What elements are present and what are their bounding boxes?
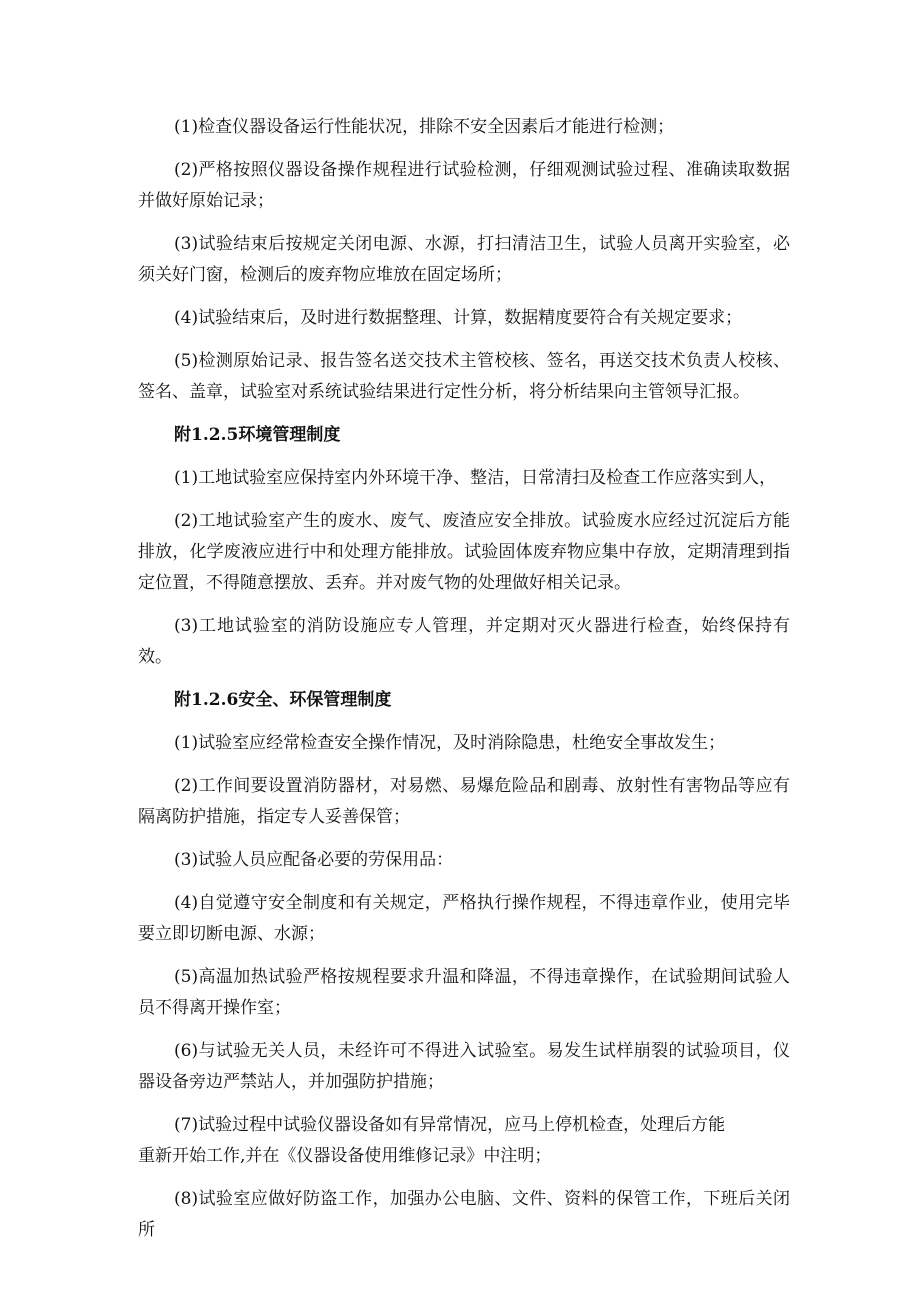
paragraph: (5)高温加热试验严格按规程要求升温和降温，不得违章操作，在试验期间试验人员不得离开操作室； [138,967,790,1018]
section-heading: 附1.2.6安全、环保管理制度 [174,690,392,710]
paragraph-line: (7)试验过程中试验仪器设备如有异常情况，应马上停机检查，处理后方能 [174,1115,726,1135]
paragraph: (2)严格按照仪器设备操作规程进行试验检测，仔细观测试验过程、准确读取数据并做好原始记录； [138,160,790,211]
paragraph: (4)自觉遵守安全制度和有关规定，严格执行操作规程，不得违章作业，使用完毕要立即切断电源、水源； [138,893,790,944]
paragraph: (2)工作间要设置消防器材，对易燃、易爆危险品和剧毒、放射性有害物品等应有隔离防护措施，指定专人妥善保管； [138,776,790,827]
paragraph: (3)试验结束后按规定关闭电源、水源，打扫清洁卫生，试验人员离开实验室，必须关好门窗，检测后的废弃物应堆放在固定场所； [138,234,790,285]
paragraph: (4)试验结束后，及时进行数据整理、计算，数据精度要符合有关规定要求； [174,308,743,328]
paragraph: (5)检测原始记录、报告签名送交技术主管校核、签名，再送交技术负责人校核、签名、盖章，试验室对系统试验结果进行定性分析，将分析结果向主管领导汇报。 [138,351,790,402]
paragraph: (2)工地试验室产生的废水、废气、废渣应安全排放。试验废水应经过沉淀后方能排放，化学废液应进行中和处理方能排放。试验固体废弃物应集中存放，定期清理到指定位置，不得随意摆放、丢弃。并对废气物的处理做好相关记录。 [138,511,790,593]
paragraph-continuation: 重新开始工作,并在《仪器设备使用维修记录》中注明； [138,1146,552,1166]
paragraph: (3)工地试验室的消防设施应专人管理，并定期对灭火器进行检查，始终保持有效。 [138,616,790,667]
paragraph: (1)工地试验室应保持室内外环境干净、整洁，日常清扫及检查工作应落实到人， [174,468,777,488]
document-body [138,112,790,1258]
paragraph: (6)与试验无关人员，未经许可不得进入试验室。易发生试样崩裂的试验项目，仪器设备旁边严禁站人，并加强防护措施； [138,1041,790,1092]
paragraph: (8)试验室应做好防盗工作，加强办公电脑、文件、资料的保管工作，下班后关闭所 [138,1189,790,1240]
section-heading: 附1.2.5环境管理制度 [174,425,341,445]
paragraph: (1)检查仪器设备运行性能状况，排除不安全因素后才能进行检测； [174,117,675,137]
paragraph: (1)试验室应经常检查安全操作情况，及时消除隐患，杜绝安全事故发生； [174,733,726,753]
paragraph [138,1110,790,1172]
paragraph: (3)试验人员应配备必要的劳保用品： [174,850,454,870]
